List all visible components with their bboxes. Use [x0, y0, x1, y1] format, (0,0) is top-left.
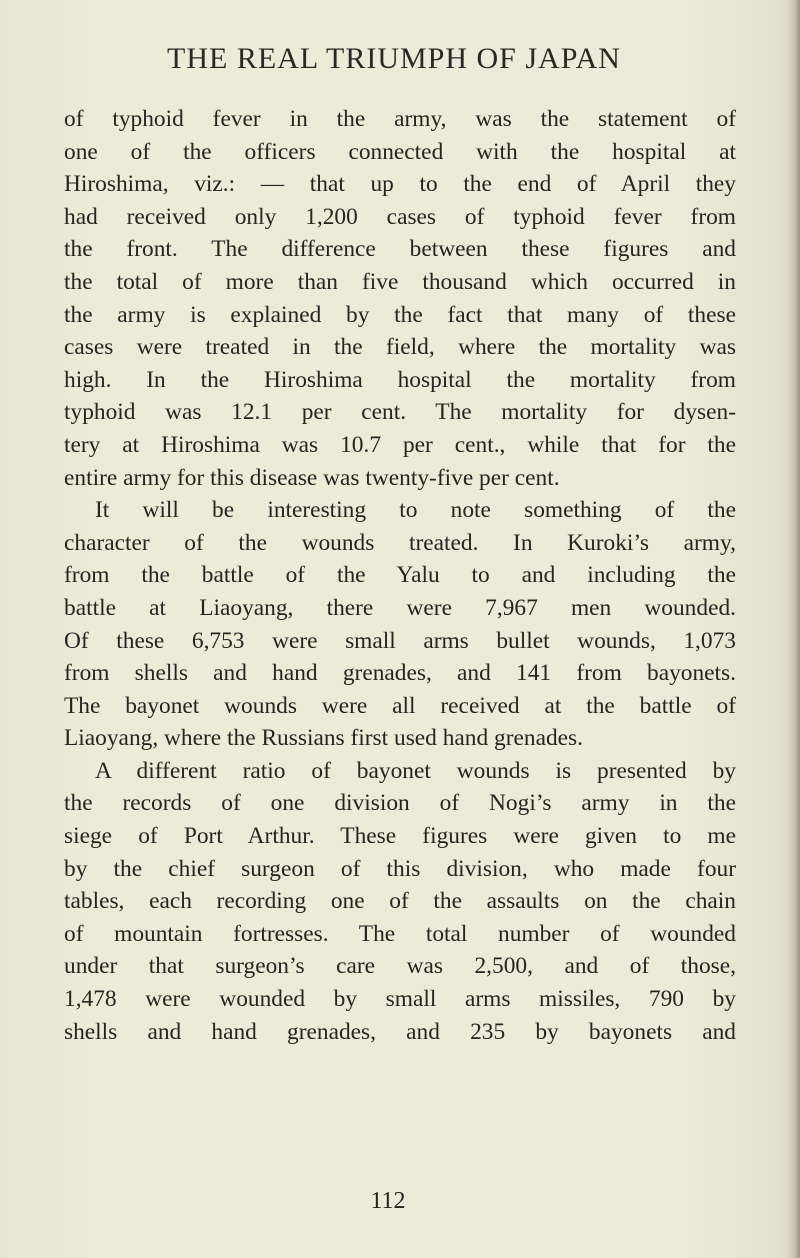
text-line: shells and hand grenades, and 235 by bayonets and — [64, 1018, 736, 1045]
text-line: one of the officers connected with the hospital at — [64, 138, 736, 165]
text-line: from the battle of the Yalu to and including the — [64, 562, 736, 589]
text-line: under that surgeon’s care was 2,500, and of those, — [64, 953, 736, 980]
text-line: the records of one division of Nogi’s army in the — [64, 790, 736, 817]
text-line: typhoid was 12.1 per cent. The mortality for dysen- — [64, 399, 736, 426]
text-line: by the chief surgeon of this division, who made four — [64, 855, 736, 882]
text-line: A different ratio of bayonet wounds is presented by — [95, 757, 736, 784]
running-head: THE REAL TRIUMPH OF JAPAN — [167, 42, 621, 75]
text-line: Of these 6,753 were small arms bullet wounds, 1,073 — [64, 627, 736, 654]
text-line: from shells and hand grenades, and 141 from bayonets. — [64, 660, 736, 687]
text-line: the total of more than five thousand which occurred in — [64, 268, 736, 295]
text-line: character of the wounds treated. In Kuroki’s army, — [64, 529, 736, 556]
text-line: Hiroshima, viz.: — that up to the end of April they — [64, 171, 736, 198]
text-line: of mountain fortresses. The total number of wounded — [64, 920, 736, 947]
text-line: siege of Port Arthur. These figures were given to me — [64, 823, 736, 850]
text-line: had received only 1,200 cases of typhoid fever from — [64, 203, 736, 230]
text-line: entire army for this disease was twenty-five per cent. — [64, 464, 560, 491]
page-edge-shadow — [786, 0, 800, 1258]
page-number: 112 — [370, 1188, 406, 1214]
text-line: tables, each recording one of the assaults on the chain — [64, 888, 736, 915]
text-line: the front. The difference between these figures and — [64, 236, 736, 263]
text-line: of typhoid fever in the army, was the statement of — [64, 106, 736, 132]
text-line: It will be interesting to note something of the — [95, 497, 736, 524]
body-text — [64, 103, 736, 1048]
text-line: high. In the Hiroshima hospital the mortality from — [64, 366, 736, 393]
text-line: Liaoyang, where the Russians first used hand grenades. — [64, 725, 584, 752]
text-line: tery at Hiroshima was 10.7 per cent., while that for the — [64, 431, 736, 458]
text-line: battle at Liaoyang, there were 7,967 men wounded. — [64, 594, 736, 621]
text-line: 1,478 were wounded by small arms missiles, 790 by — [64, 986, 736, 1013]
text-line: The bayonet wounds were all received at the battle of — [64, 692, 736, 719]
text-line: cases were treated in the field, where the mortality was — [64, 334, 736, 361]
text-line: the army is explained by the fact that many of these — [64, 301, 736, 328]
